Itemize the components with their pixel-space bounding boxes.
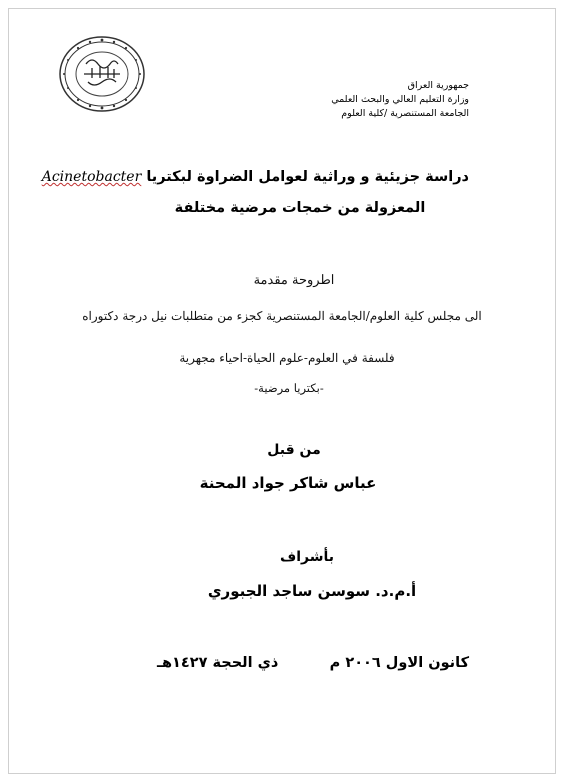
thesis-title-line1 [42,169,469,185]
supervisor-name: أ.م.د. سوسن ساجد الجبوري [207,582,417,600]
author-label: من قبل [267,442,321,458]
hijri-date: ذي الحجة ١٤٢٧هـ [157,655,279,671]
university-seal-icon [56,34,148,114]
thesis-title-line2: المعزولة من خمجات مرضية مختلفة [174,200,426,216]
thesis-submission-statement: الى مجلس كلية العلوم/الجامعة المستنصرية كجزء من متطلبات نيل درجة دكتوراه [82,309,482,323]
header-country: جمهورية العراق [407,80,469,91]
document-page [8,8,556,774]
title-arabic-part: دراسة جزيئية و وراثية لعوامل الضراوة لبكتريا [146,169,469,185]
ministry-header [331,79,469,121]
author-name: عباس شاكر جواد المحنة [199,474,377,492]
thesis-degree-field: فلسفة في العلوم-علوم الحياة-احياء مجهرية [179,351,395,365]
gregorian-date: كانون الاول ٢٠٠٦ م [329,655,469,671]
header-university: الجامعة المستنصرية /كلية العلوم [341,108,469,119]
thesis-submitted-label: اطروحة مقدمة [253,273,335,288]
supervision-label: بأشراف [279,549,335,565]
thesis-specialty: -بكتريا مرضية- [254,381,324,395]
header-ministry: وزارة التعليم العالي والبحث العلمي [331,94,469,105]
title-latin-genus: Acinetobacter [41,169,142,185]
